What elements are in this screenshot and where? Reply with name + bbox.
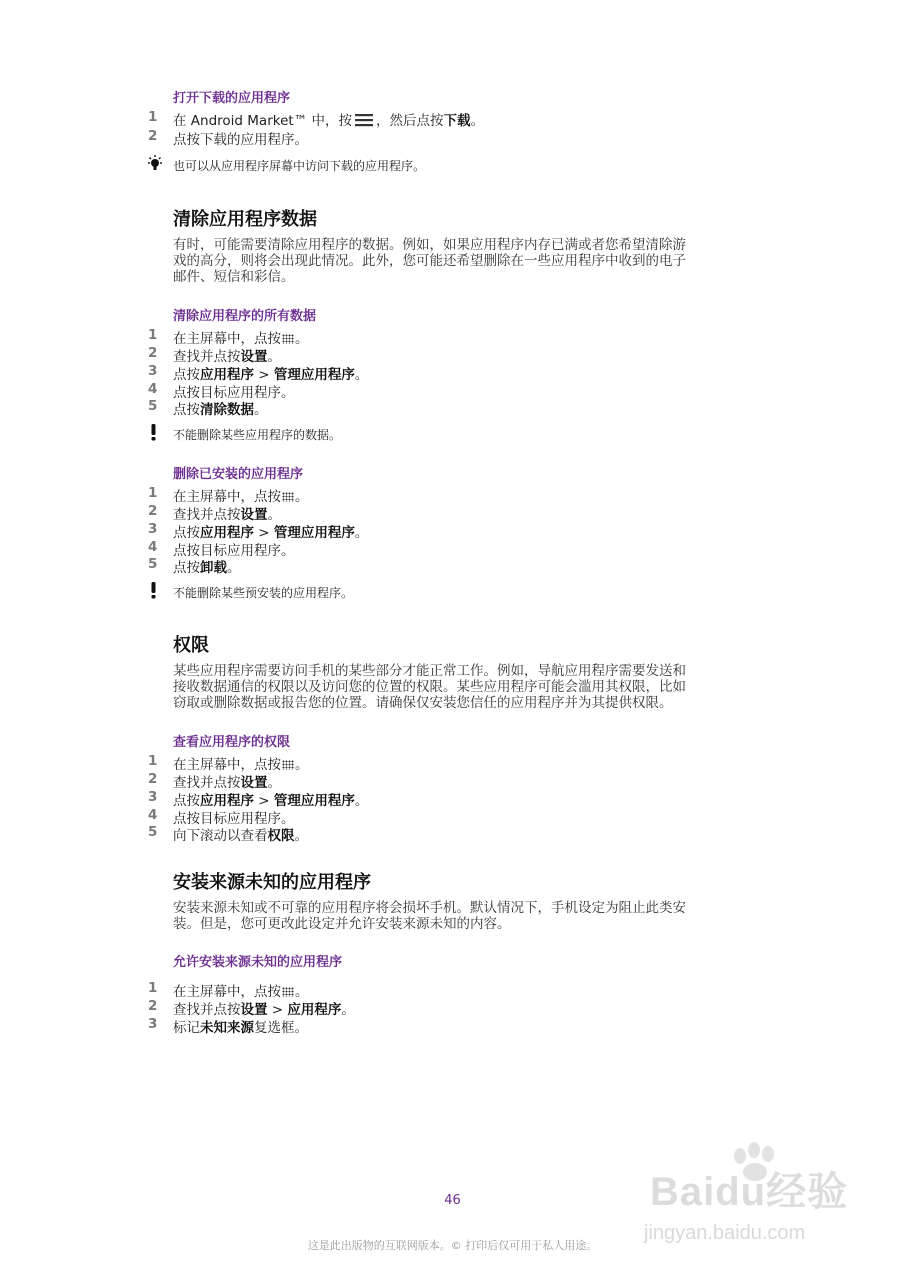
step-number: 2: [148, 503, 158, 519]
step-number: 2: [148, 345, 158, 361]
step-text-part: 。: [267, 775, 281, 791]
step-text-part: 在主屏幕中，点按: [173, 331, 281, 347]
step-number: 3: [148, 521, 158, 537]
step-number: 4: [148, 807, 158, 823]
step-text-part: 。: [354, 793, 369, 809]
step-bold: 下载: [443, 113, 471, 129]
step-text-part: 查找并点按: [173, 507, 241, 523]
warning-text: 不能删除某些应用程序的数据。: [173, 428, 342, 442]
paragraph-line: 安装来源未知或不可靠的应用程序将会损坏手机。默认情况下，手机设定为阻止此类安: [173, 900, 686, 916]
step-text-part: 在主屏幕中，点按: [173, 489, 281, 505]
step-text-part: 在 Android Market™ 中，按: [173, 113, 352, 129]
step-text-part: 点按: [173, 525, 200, 541]
paragraph-line: 接收数据通信的权限以及访问您的位置的权限。某些应用程序可能会滥用其权限，比如: [173, 679, 686, 695]
step-text-part: 查找并点按: [173, 349, 241, 365]
step-text-part: 点按: [173, 367, 200, 383]
step-text-part: 查找并点按: [173, 775, 241, 791]
warning-text: 不能删除某些预安装的应用程序。: [173, 586, 354, 600]
step-text-part: 点按: [173, 560, 200, 576]
step-number: 4: [148, 539, 158, 555]
step-number: 5: [148, 824, 158, 840]
step-text-part: 。: [341, 1002, 355, 1018]
step-number: 1: [148, 980, 158, 996]
step-number: 1: [148, 753, 158, 769]
step-text: 点按目标应用程序。: [173, 543, 295, 559]
step-number: 3: [148, 789, 158, 805]
step-number: 3: [148, 1016, 158, 1032]
paragraph-permissions: [173, 663, 753, 711]
apps-grid-icon: [282, 760, 294, 770]
subheading-clear-all-data: 清除应用程序的所有数据: [173, 309, 317, 324]
step-text-part: 。: [295, 984, 309, 1000]
step-text-part: 点按: [173, 793, 200, 809]
step-bold: 卸载: [200, 560, 227, 576]
step-bold: 设置: [240, 775, 268, 791]
step-text-part: 。: [295, 757, 309, 773]
step-bold: 管理应用程序: [273, 793, 355, 809]
watermark-site: jingyan.baidu.com: [644, 1222, 806, 1244]
step-bold: 权限: [267, 828, 295, 844]
step-bold: 应用程序: [200, 367, 254, 383]
step-text-part: 。: [354, 367, 369, 383]
paragraph-unknown-sources: [173, 900, 753, 932]
step-number: 2: [148, 128, 158, 144]
subheading-open-downloaded: 打开下载的应用程序: [173, 91, 291, 106]
step-text: 点按目标应用程序。: [173, 385, 295, 401]
subheading-uninstall: 删除已安装的应用程序: [173, 467, 304, 482]
step-number: 1: [148, 109, 158, 125]
step-text-part: 点按: [173, 402, 200, 418]
heading-permissions: 权限: [173, 635, 209, 656]
paragraph-line: 戏的高分，则将会出现此情况。此外，您可能还希望删除在一些应用程序中收到的电子: [173, 253, 686, 269]
paragraph-line: 有时，可能需要清除应用程序的数据。例如，如果应用程序内存已满或者您希望清除游: [173, 237, 686, 253]
step-bold: 管理应用程序: [273, 525, 355, 541]
step-text-part: 。: [354, 525, 369, 541]
step-number: 3: [148, 363, 158, 379]
step-text-part: 。: [295, 489, 309, 505]
step-text-part: 。: [267, 507, 281, 523]
step-number: 2: [148, 998, 158, 1014]
step-bold: 应用程序: [200, 793, 254, 809]
subheading-view-permissions: 查看应用程序的权限: [173, 735, 291, 750]
step-bold: 应用程序: [287, 1002, 342, 1018]
exclamation-icon: [145, 581, 165, 601]
step-number: 1: [148, 327, 158, 343]
watermark-logo: Baidu经验: [650, 1170, 849, 1214]
footer-note: 这是此出版物的互联网版本。© 打印后仅可用于私人用途。: [307, 1239, 598, 1252]
menu-icon: [354, 112, 374, 128]
step-text-part: 在主屏幕中，点按: [173, 757, 281, 773]
step-bold: 设置: [240, 349, 268, 365]
step-separator: >: [254, 367, 274, 383]
step-text-part: 向下滚动以查看: [173, 828, 268, 844]
step-number: 4: [148, 381, 158, 397]
apps-grid-icon: [282, 334, 294, 344]
step-separator: >: [267, 1002, 288, 1018]
step-bold: 未知来源: [200, 1020, 254, 1036]
lightbulb-icon: [145, 154, 165, 174]
paragraph-line: 某些应用程序需要访问手机的某些部分才能正常工作。例如，导航应用程序需要发送和: [173, 663, 686, 679]
step-text-part: 查找并点按: [173, 1002, 241, 1018]
page-number: 46: [444, 1193, 461, 1208]
step-text: 点按目标应用程序。: [173, 811, 295, 827]
heading-unknown-sources: 安装来源未知的应用程序: [173, 872, 371, 893]
step-text-part: 复选框。: [254, 1020, 308, 1036]
step-text-part: 在主屏幕中，点按: [173, 984, 281, 1000]
paragraph-clear-data: [173, 237, 753, 285]
apps-grid-icon: [282, 492, 294, 502]
step-number: 5: [148, 398, 158, 414]
step-text-part: 。: [254, 402, 268, 418]
step-text-part: ，然后点按: [375, 113, 444, 129]
step-text-part: 。: [267, 349, 281, 365]
heading-clear-data: 清除应用程序数据: [173, 209, 317, 230]
step-bold: 应用程序: [200, 525, 254, 541]
step-bold: 清除数据: [200, 402, 254, 418]
paragraph-line: 装。但是，您可更改此设定并允许安装来源未知的内容。: [173, 916, 511, 932]
paragraph-line: 邮件、短信和彩信。: [173, 269, 295, 285]
step-text-part: 。: [295, 331, 309, 347]
watermark: [640, 1150, 880, 1260]
apps-grid-icon: [282, 987, 294, 997]
step-number: 1: [148, 485, 158, 501]
step-text-part: 。: [470, 113, 484, 129]
step-bold: 设置: [240, 507, 268, 523]
step-number: 2: [148, 771, 158, 787]
step-text: 点按下载的应用程序。: [173, 132, 308, 148]
step-bold: 设置: [240, 1002, 268, 1018]
step-bold: 管理应用程序: [273, 367, 355, 383]
step-separator: >: [254, 525, 274, 541]
step-text-part: 标记: [173, 1020, 200, 1036]
step-text-part: 。: [294, 828, 308, 844]
step-number: 5: [148, 556, 158, 572]
step-text-part: 。: [227, 560, 241, 576]
subheading-allow-unknown: 允许安装来源未知的应用程序: [173, 955, 343, 970]
exclamation-icon: [145, 423, 165, 443]
step-separator: >: [254, 793, 274, 809]
step-text: [173, 109, 484, 129]
tip-text: 也可以从应用程序屏幕中访问下载的应用程序。: [173, 159, 426, 173]
paragraph-line: 窃取或删除数据或报告您的位置。请确保仅安装您信任的应用程序并为其提供权限。: [173, 695, 673, 711]
